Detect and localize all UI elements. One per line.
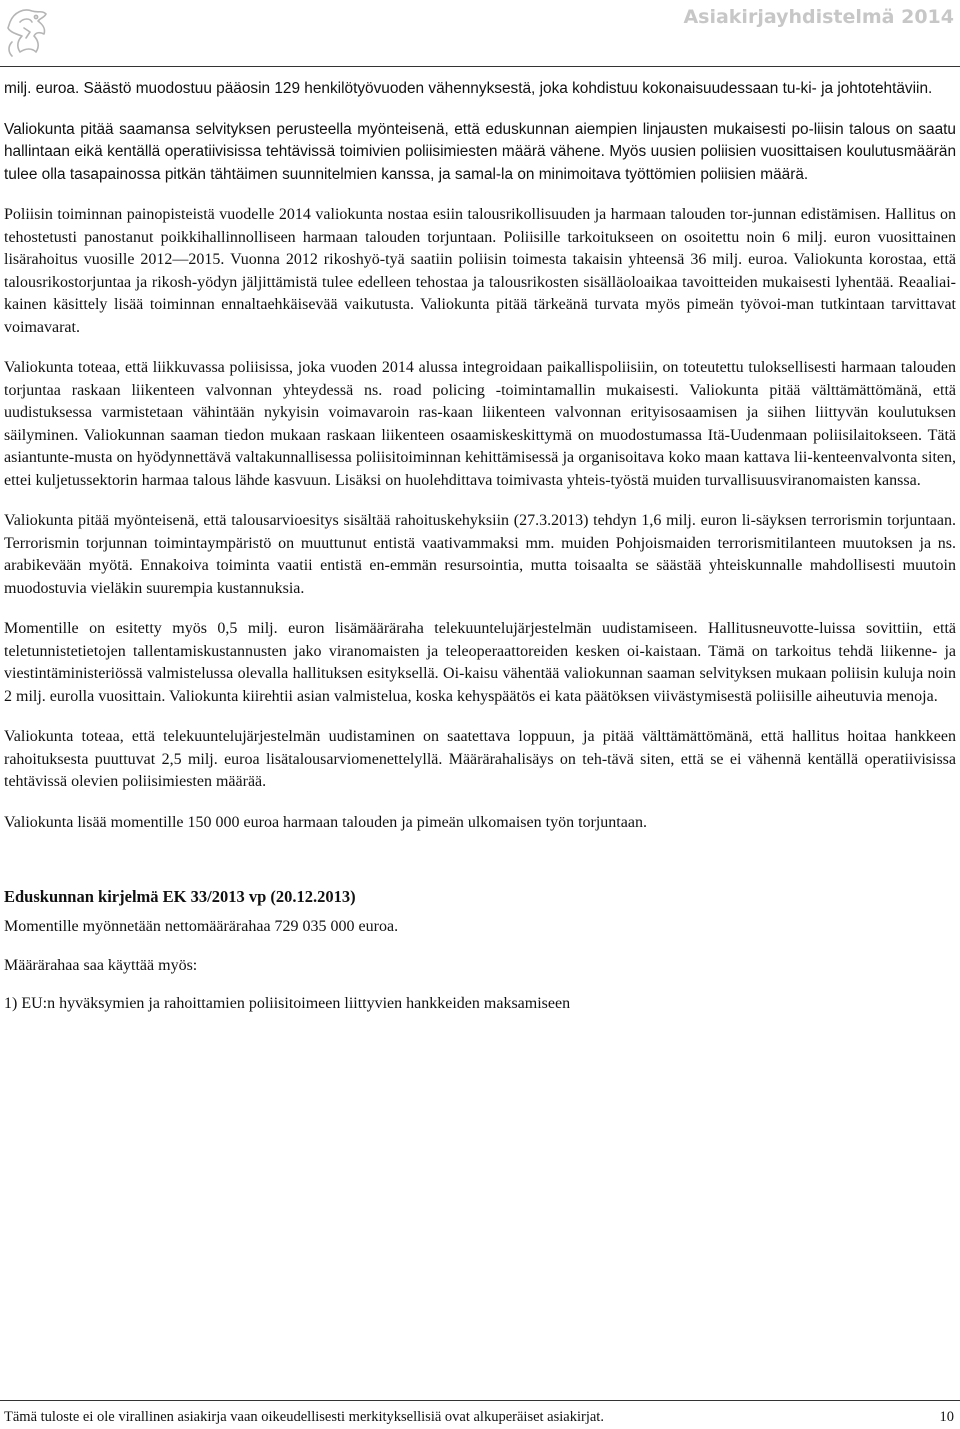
page-number: 10 [939, 1409, 954, 1425]
page-footer [4, 1409, 954, 1426]
lion-coat-of-arms-icon [2, 2, 54, 58]
paragraph-5: Valiokunta pitää myönteisenä, että talousarvioesitys sisältää rahoituskehyksiin (27.3.2013) tehdyn 1,6 milj. euron li-säyksen terrorismin torjuntaan. Terrorismin torjunnan toimintaympäristö on muuttunut entistä vaativammaksi mm. muiden Pohjoismaiden terrorismitilanteen muutoksen ja ns. arabikevään myötä. Ennakoiva toiminta vaatii entistä en-emmän resursointia, mutta toisaalta se säästää yhteiskunnalle mahdollisesti muutoin muodostuvia vieläkin suurempia kustannuksia. [4, 512, 956, 597]
appropriation-line: Momentille myönnetään nettomäärärahaa 729 035 000 euroa. [4, 918, 399, 935]
footer-disclaimer: Tämä tuloste ei ole virallinen asiakirja vaan oikeudellisesti merkityksellisiä ovat alkuperäiset asiakirjat. [4, 1409, 604, 1425]
paragraph-8: Valiokunta lisää momentille 150 000 euroa harmaan talouden ja pimeän ulkomaisen työn torjuntaan. [4, 813, 647, 831]
footer-divider [0, 1400, 960, 1401]
paragraph-4: Valiokunta toteaa, että liikkuvassa poliisissa, joka vuoden 2014 alussa integroidaan paikallispoliisiin, on toteutettu tuloksellisesti harmaan talouden torjuntaa raskaan liikenteen valvonnan yhteydessä ns. road policing -toimintamallin mukaisesti. Valiokunta pitää välttämättömänä, että uudistuksessa varmistetaan vähintään nykyisin voimavaroin ras-kaan liikenteen valvonnan erityisosaamisen ja siihen liittyvän koulutuksen säilyminen. Valiokunnan saaman tiedon mukaan raskaan liikenteen osaamiskeskittymä on muodostumassa Itä-Uudenmaan poliisilaitokseen. Tätä asiantunte-musta on hyödynnettävä valtakunnallisessa poliisitoiminnan kehittämisessä ja organisoitava koko maan kattava lii-kenteenvalvonta siten, ettei kuljetussektorin harmaa talous lähde kasvuun. Lisäksi on huolehdittava toimivasta yhteis-työstä muiden turvallisuusviranomaisten kanssa. [4, 359, 956, 489]
paragraph-7: Valiokunta toteaa, että telekuuntelujärjestelmän uudistaminen on saatettava loppuun, ja pitää välttämättömänä, että hallitus hoitaa hankkeen rahoituksesta puuttuvat 2,5 milj. euroa lisätalousarviomenettelyllä. Määrärahalisäys on teh-tävä siten, että se ei vähennä kentällä operatiivisissa tehtävissä olevien poliisimiesten määrää. [4, 728, 956, 790]
usage-item-1: 1) EU:n hyväksymien ja rahoittamien poliisitoimeen liittyvien hankkeiden maksamiseen [4, 995, 571, 1012]
paragraph-1: milj. euroa. Säästö muodostuu pääosin 129 henkilötyövuoden vähennyksestä, joka kohdistuu kokonaisuudessaan tu-ki- ja johtotehtäviin. [4, 80, 933, 97]
document-body [4, 78, 956, 1034]
usage-intro: Määrärahaa saa käyttää myös: [4, 956, 198, 974]
paragraph-6: Momentille on esitetty myös 0,5 milj. euron lisämääräraha telekuuntelujärjestelmän uudistamiseen. Hallitusneuvotte-luissa sovittiin, että teletunnistetietojen tallentamiskustannusten jako viranomaisten ja teleoperaattoreiden kesken oi-kaistaan. Tämä on tarkoitus tehdä liikenne- ja viestintäministeriössä valmistelussa olevalla hallituksen esityksellä. Oi-kaisu vähentää valiokunnan saaman selvityksen mukaan poliisin kuluja noin 2 milj. eurolla vuosittain. Valiokunta kiirehtii asian valmistelua, koska kehyspäätös ei kata päätöksen viivästymisestä poliisille aiheutuvia menoja. [4, 620, 956, 705]
header-divider [0, 66, 960, 67]
paragraph-3: Poliisin toiminnan painopisteistä vuodelle 2014 valiokunta nostaa esiin talousrikollisuuden ja harmaan talouden tor-junnan edistämisen. Hallitus on tehostetusti panostanut poikkihallinnolliseen harmaan talouden torjuntaan. Poliisille tarkoitukseen on osoitettu noin 6 milj. euron vuosittainen lisärahoitus vuosille 2012—2015. Vuonna 2012 rikoshyö-tyä saatiin poliisin toimesta takaisin yhteensä 36 milj. euroa. Valiokunta korostaa, että talousrikostorjuntaa ja rikosh-yödyn jäljittämistä tulee edelleen tehostaa ja talousrikosten sisälläoloaikaa tavoitteiden mukaisesti lyhentää. Reaaliai-kainen käsittely lisää toiminnan ennaltaehkäisevää vaikutusta. Valiokunta pitää tärkeänä turvata myös pimeän työvoi-man tutkintaan tarvittavat voimavarat. [4, 206, 956, 336]
paragraph-2: Valiokunta pitää saamansa selvityksen perusteella myönteisenä, että eduskunnan aiempien linjausten mukaisesti po-liisin talous on saatu hallintaan eikä kentällä operatiivisissa tehtävissä toimivien poliisimiesten määrä vähene. Myös uusien poliisien vuosittaisen koulutusmäärän tulee olla tasapainossa pitkän tähtäimen suunnitelmien kanssa, ja samal-la on minimoitava työttömien poliisien määrä. [4, 120, 956, 183]
section-heading: Eduskunnan kirjelmä EK 33/2013 vp (20.12.2013) [4, 887, 356, 906]
page-header [0, 0, 960, 66]
document-title: Asiakirjayhdistelmä 2014 [683, 6, 954, 28]
